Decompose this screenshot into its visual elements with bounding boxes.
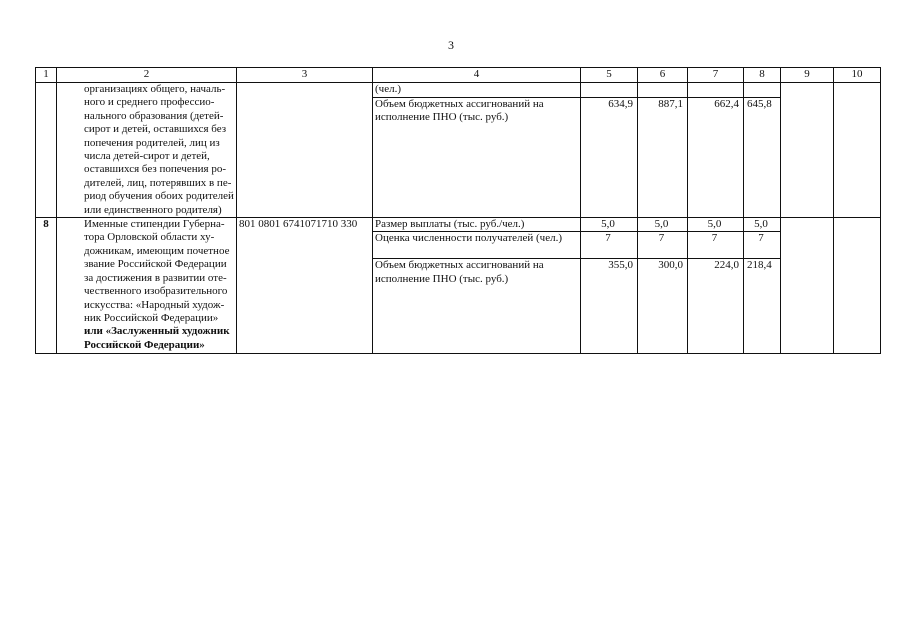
column-number: 10	[834, 68, 881, 83]
value-col5	[581, 83, 638, 98]
column-number: 6	[638, 68, 688, 83]
budget-code	[237, 83, 373, 218]
measure-name: организациях общего, началь-ного и среднего профессио-нального образования (детей-сирот и детей, оставшихся без попечения родителей, лиц из числа детей-сирот и детей, оставшихся без попечения ро-дителей, лиц, потерявших в пе-риод обучения обоих родителей или единственного родителя)	[57, 83, 237, 218]
value-col7	[688, 83, 744, 98]
column-number: 4	[373, 68, 581, 83]
value-col5: 7	[581, 232, 638, 259]
column-number: 8	[744, 68, 781, 83]
column-number-row	[36, 68, 881, 83]
value-col6: 300,0	[638, 259, 688, 354]
indicator-label: Размер выплаты (тыс. руб./чел.)	[373, 218, 581, 232]
value-col8	[744, 83, 781, 98]
value-col10	[834, 83, 881, 218]
column-number: 7	[688, 68, 744, 83]
budget-code: 801 0801 6741071710 330	[237, 218, 373, 354]
column-number: 2	[57, 68, 237, 83]
indicator-label: Оценка численности получателей (чел.)	[373, 232, 581, 259]
indicator-label: Объем бюджетных ассигнований на исполнение ПНО (тыс. руб.)	[373, 97, 581, 217]
value-col5: 5,0	[581, 218, 638, 232]
value-col8: 218,4	[744, 259, 781, 354]
value-col9	[781, 218, 834, 354]
row-number: 8	[36, 218, 57, 354]
value-col9	[781, 83, 834, 218]
value-col8: 5,0	[744, 218, 781, 232]
table-row	[36, 83, 881, 98]
value-col7: 662,4	[688, 97, 744, 217]
value-col6	[638, 83, 688, 98]
measure-name-tail: или «Заслуженный художник Российской Федерации»	[84, 325, 230, 351]
row-number	[36, 83, 57, 218]
value-col5: 355,0	[581, 259, 638, 354]
measure-name-text: Именные стипендии Губерна-тора Орловской области ху-дожникам, имеющим почетное звание Российской Федерации за достижения в развитии оте-чественного изобразительного искусства: «Народный худож-ник Российской Федерации»	[84, 218, 230, 324]
value-col7: 5,0	[688, 218, 744, 232]
page-number: 3	[448, 38, 454, 52]
value-col6: 887,1	[638, 97, 688, 217]
column-number: 3	[237, 68, 373, 83]
measure-name	[57, 218, 237, 354]
value-col7: 224,0	[688, 259, 744, 354]
column-number: 9	[781, 68, 834, 83]
column-number: 1	[36, 68, 57, 83]
table-row	[36, 218, 881, 232]
value-col6: 5,0	[638, 218, 688, 232]
column-number: 5	[581, 68, 638, 83]
value-col7: 7	[688, 232, 744, 259]
value-col5: 634,9	[581, 97, 638, 217]
value-col8: 7	[744, 232, 781, 259]
indicator-label: (чел.)	[373, 83, 581, 98]
indicator-label: Объем бюджетных ассигнований на исполнение ПНО (тыс. руб.)	[373, 259, 581, 354]
value-col8: 645,8	[744, 97, 781, 217]
value-col6: 7	[638, 232, 688, 259]
budget-table	[35, 67, 881, 354]
value-col10	[834, 218, 881, 354]
